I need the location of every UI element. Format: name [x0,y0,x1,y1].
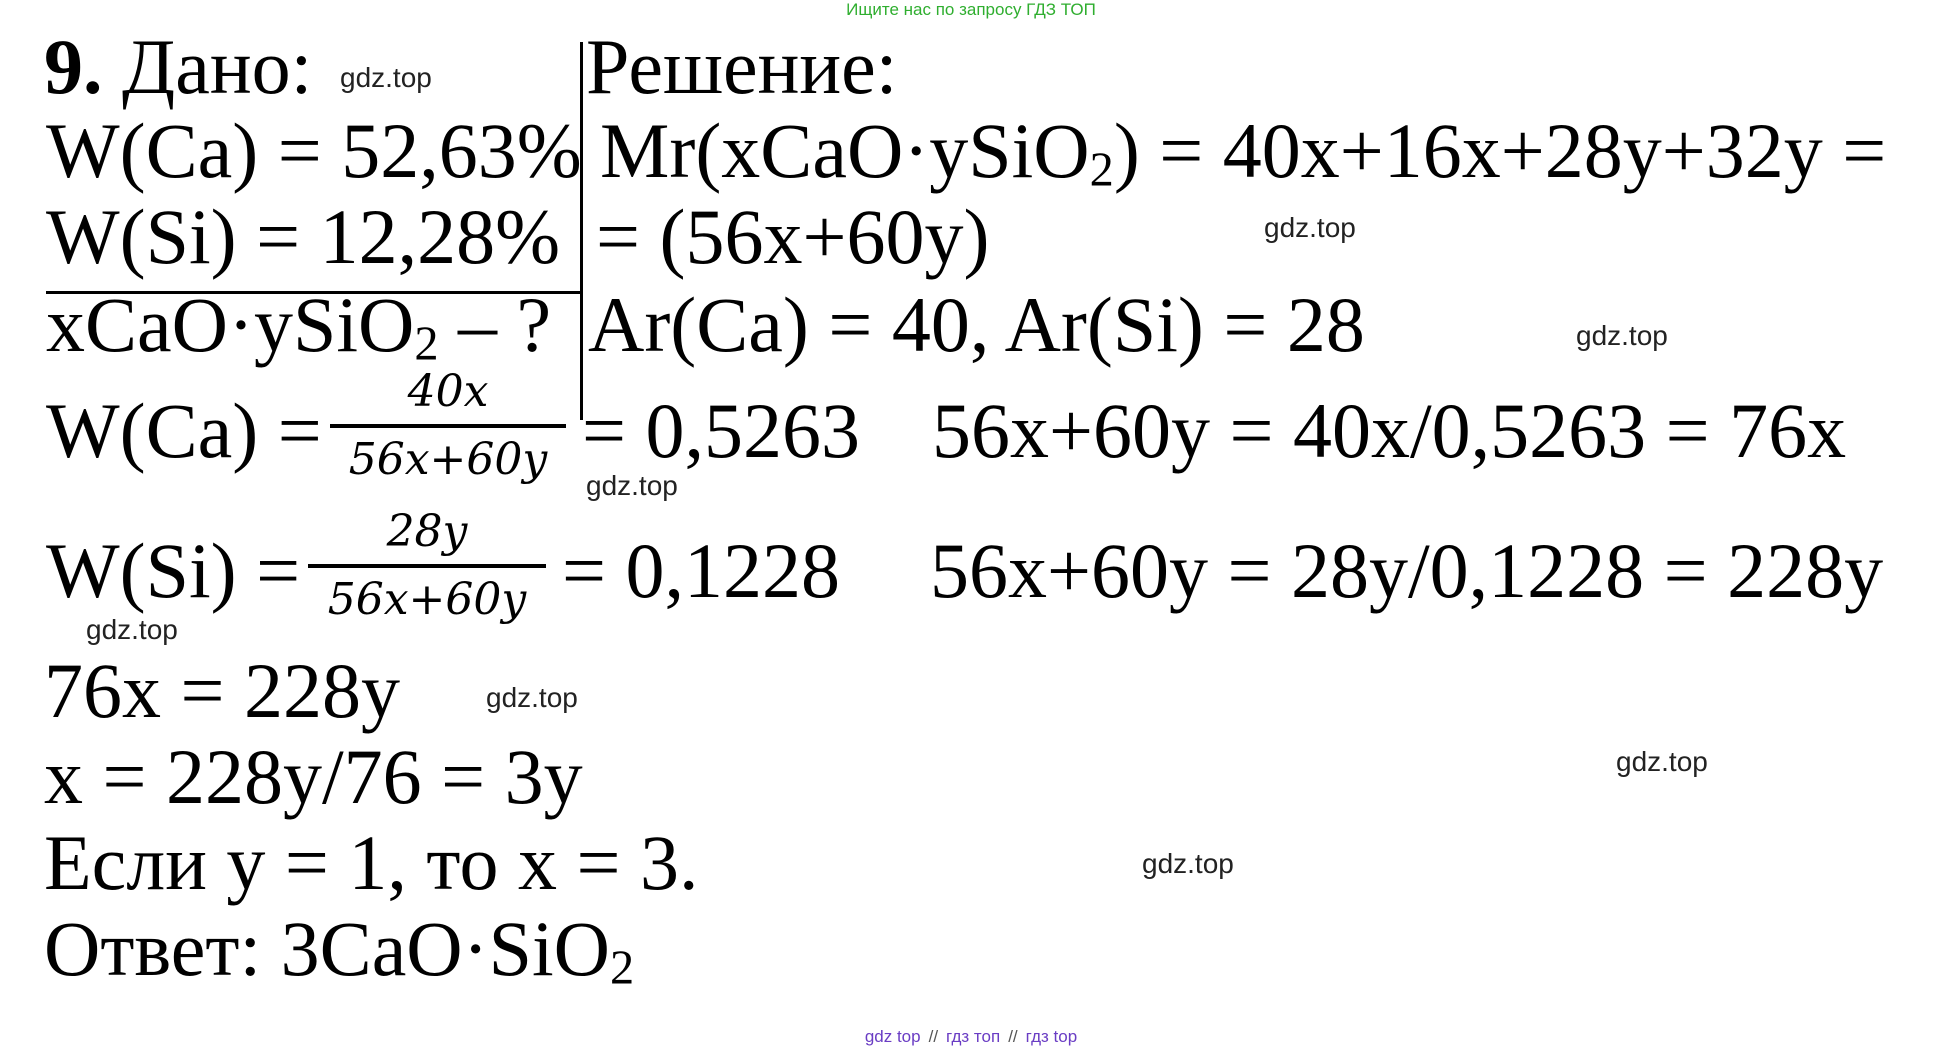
wca-equation: 56x+60y = 40x/0,5263 = 76x [932,387,1847,474]
solution-mr-cont: = (56x+60y) [596,193,990,280]
solution-mr: Mr(xCaO·ySiO$_2$) = 40x+16x+28y+32y = [600,107,1887,197]
wsi-numerator: 28y [386,506,468,557]
watermark: gdz.top [1142,848,1234,879]
given-w-si: W(Si) = 12,28% [46,193,561,280]
watermark: gdz.top [340,62,432,93]
wsi-denominator: 56x+60y [327,574,527,625]
given-w-ca: W(Ca) = 52,63% [46,107,582,194]
wca-rhs: = 0,5263 [582,387,860,474]
wsi-equation: 56x+60y = 28y/0,1228 = 228y [930,527,1884,614]
given-label: Дано: [122,23,313,110]
fraction-bar [308,564,546,568]
wca-fraction [330,366,566,485]
watermark: gdz.top [586,470,678,501]
problem-number: 9. [44,23,103,110]
problem-heading [44,23,313,110]
wsi-rhs: = 0,1228 [562,527,840,614]
wca-lhs: W(Ca) = [46,387,322,474]
answer: Ответ: 3CaO·SiO$_2$ [44,905,635,995]
footer-separator: // [1008,1027,1018,1046]
footer-link-gdz-top-mixed[interactable]: гдз top [1025,1027,1078,1046]
footer-link-gdz-top[interactable]: gdz top [864,1027,921,1046]
footer-links [0,1027,1942,1047]
footer-separator: // [928,1027,939,1046]
wsi-fraction [308,506,546,625]
watermark: gdz.top [1576,320,1668,351]
watermark: gdz.top [1616,746,1708,777]
solution-label: Решение: [586,23,898,110]
wca-denominator: 56x+60y [348,434,548,485]
header-note: Ищите нас по запросу ГДЗ ТОП [846,0,1096,19]
given-divider-vertical [580,42,583,420]
step-1: 76x = 228y [44,647,400,734]
footer-link-gdz-top-ru[interactable]: гдз топ [946,1027,1001,1046]
step-2: x = 228y/76 = 3y [44,733,583,820]
solution-ar: Ar(Ca) = 40, Ar(Si) = 28 [588,281,1365,368]
watermark: gdz.top [1264,212,1356,243]
fraction-bar [330,424,566,428]
wsi-lhs: W(Si) = [46,527,301,614]
step-3: Если y = 1, то x = 3. [44,819,699,906]
watermark: gdz.top [86,614,178,645]
given-find: xCaO·ySiO$_2$ – ? [46,281,552,371]
wca-numerator: 40x [407,366,489,417]
watermark: gdz.top [486,682,578,713]
